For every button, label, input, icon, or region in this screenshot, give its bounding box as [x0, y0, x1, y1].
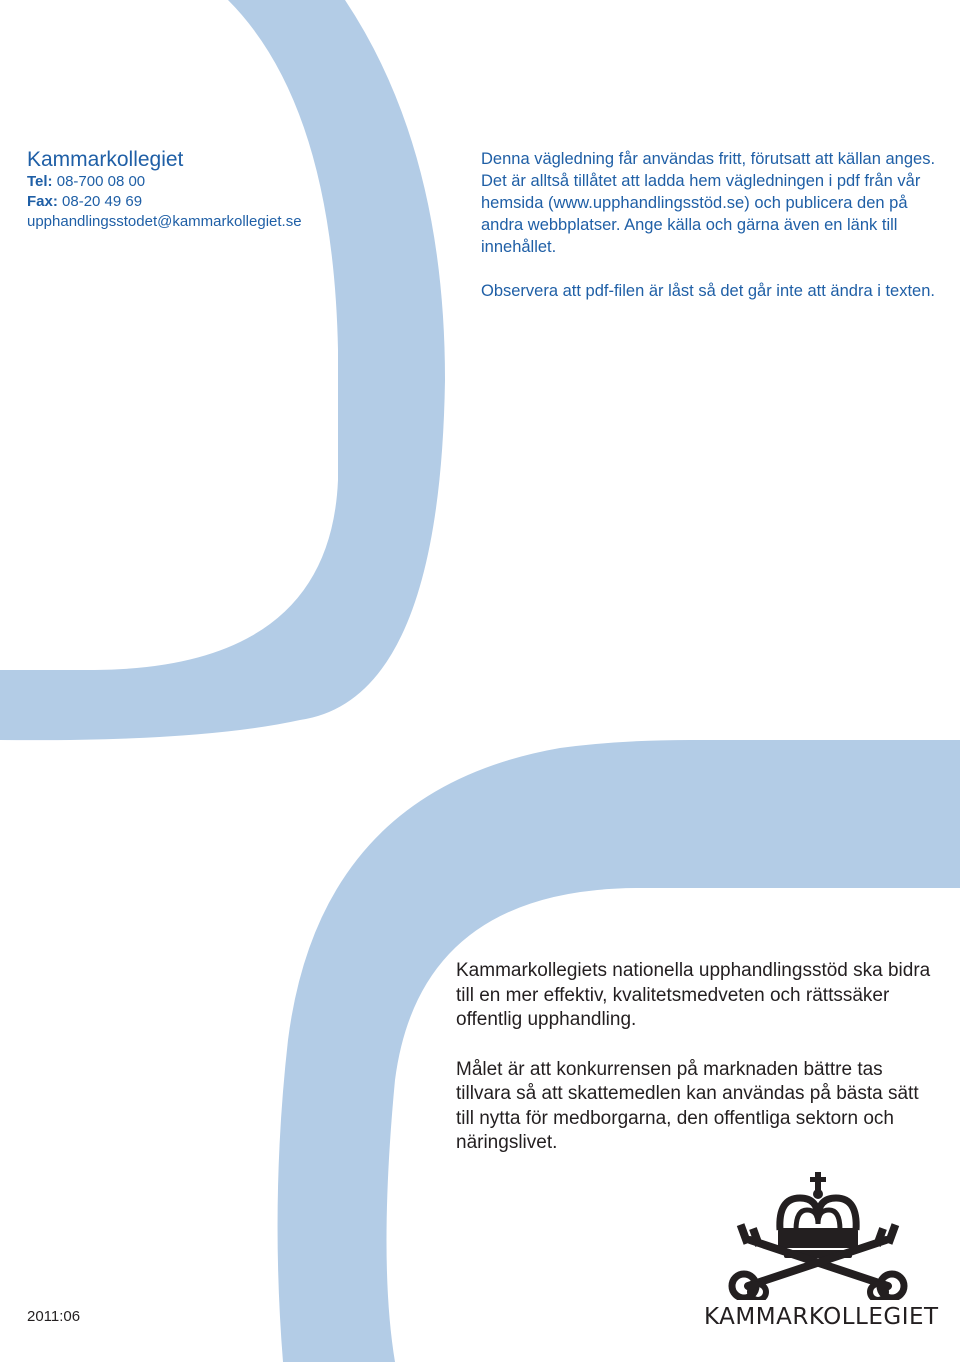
fax-label: Fax: — [27, 193, 58, 210]
usage-notice-paragraph-2: Observera att pdf-filen är låst så det går inte att ändra i texten. — [481, 282, 935, 300]
mission-statement — [456, 959, 936, 1156]
crown-keys-icon — [700, 1168, 936, 1300]
issue-number: 2011:06 — [27, 1308, 81, 1325]
fax-line — [27, 192, 302, 212]
fax-value: 08-20 49 69 — [57, 193, 143, 210]
organization-name: Kammarkollegiet — [27, 148, 184, 171]
logo-wordmark: KAMMARKOLLEGIET — [704, 1304, 939, 1330]
usage-notice — [481, 148, 936, 302]
usage-notice-paragraph-1: Denna vägledning får användas fritt, förutsatt att källan anges. Det är alltså tillåtet att ladda hem vägledningen i pdf från vår hemsida (www.upphandlingsstöd.se) och publicera den på andra webbplatser. Ange källa och gärna även en länk till innehållet. — [481, 150, 936, 256]
telephone-line — [27, 172, 302, 192]
mission-paragraph-2: Målet är att konkurrensen på marknaden bättre tas tillvara så att skattemedlen kan användas på bästa sätt till nytta för medborgarna, den offentliga sektorn och näringslivet. — [456, 1058, 919, 1153]
kammarkollegiet-logo — [700, 1168, 939, 1330]
tel-label: Tel: — [27, 173, 53, 190]
email-link[interactable]: upphandlingsstodet@kammarkollegiet.se — [27, 213, 302, 230]
contact-block — [27, 148, 302, 232]
tel-value: 08-700 08 00 — [52, 173, 146, 190]
upper-arc-shape — [0, 0, 445, 740]
mission-paragraph-1: Kammarkollegiets nationella upphandlingsstöd ska bidra till en mer effektiv, kvalitetsmedveten och rättssäker offentlig upphandling. — [456, 960, 931, 1030]
